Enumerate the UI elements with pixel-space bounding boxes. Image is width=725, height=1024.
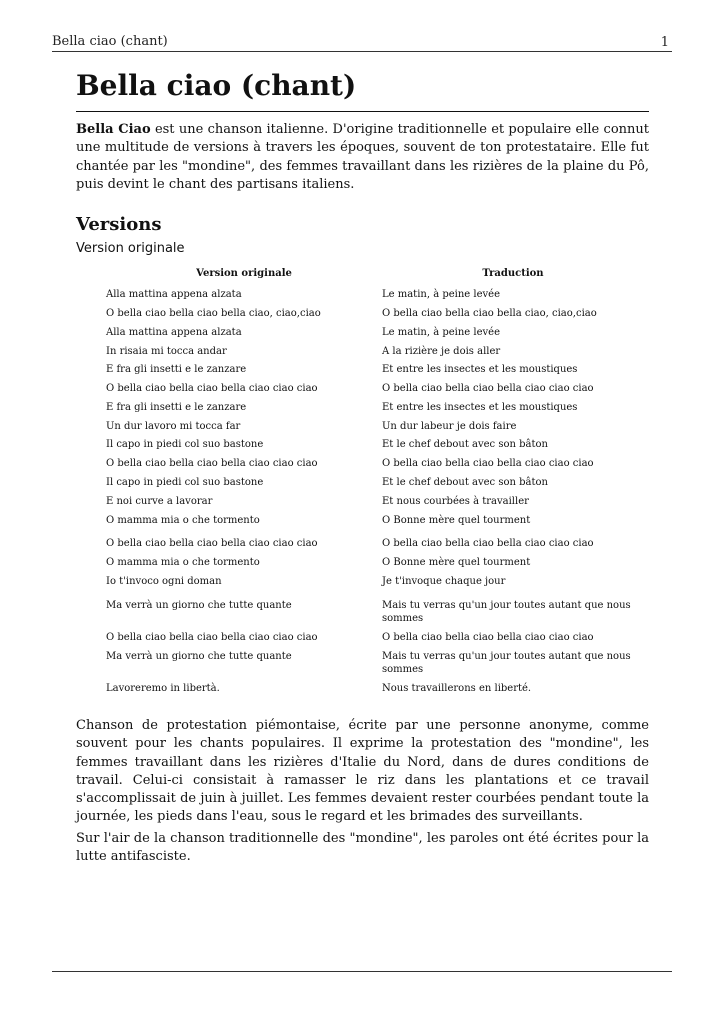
table-row (106, 554, 644, 573)
translation-cell: Mais tu verras qu'un jour toutes autant que nous sommes (382, 599, 631, 625)
table-row (106, 648, 644, 680)
table-row (106, 629, 644, 648)
section-subtitle: Version originale (76, 241, 185, 257)
table-row (106, 530, 644, 554)
article-body (76, 68, 649, 866)
footer-rule (52, 971, 672, 972)
translation-cell: Je t'invoque chaque jour (382, 575, 506, 587)
lyrics-table (106, 267, 644, 699)
table-row (106, 573, 644, 592)
table-row (106, 305, 644, 324)
running-title: Bella ciao (chant) (52, 34, 168, 49)
translation-cell: Un dur labeur je dois faire (382, 420, 517, 432)
intro-bold-term: Bella Ciao (76, 122, 151, 137)
original-cell: O bella ciao bella ciao bella ciao ciao ciao (106, 538, 318, 550)
table-row (106, 680, 644, 699)
translation-cell: O Bonne mère quel tourment (382, 557, 531, 569)
translation-cell: Mais tu verras qu'un jour toutes autant que nous sommes (382, 650, 631, 676)
intro-text: est une chanson italienne. D'origine traditionnelle et populaire elle connut une multitude de versions à travers les époques, souvent de ton protestataire. Elle fut chantée par les "mondine", des femmes travaillant dans les rizières de la plaine du Pô, puis devint le chant des partisans italiens. (76, 122, 649, 192)
original-cell: E fra gli insetti e le zanzare (106, 364, 247, 376)
translation-cell: Nous travaillerons en liberté. (382, 683, 532, 695)
section-heading-versions: Versions (76, 214, 162, 236)
page-header (52, 33, 672, 52)
original-cell: Un dur lavoro mi tocca far (106, 420, 241, 432)
translation-cell: Et entre les insectes et les moustiques (382, 364, 578, 376)
translation-cell: O bella ciao bella ciao bella ciao ciao ciao (382, 632, 594, 644)
table-row (106, 380, 644, 399)
table-row (106, 474, 644, 493)
paragraph-protest: Chanson de protestation piémontaise, écrite par une personne anonyme, comme souvent pour les chants populaires. Il exprime la protestation des "mondine", les femmes travaillant dans les rizières d'Italie du Nord, dans de dures conditions de travail. Celui-ci consistait à ramasser le riz dans les plantations et ce travail s'accomplissait de juin à juillet. Les femmes devaient rester courbées pendant toute la journée, les pieds dans l'eau, sous le regard et les brimades des surveillants. (76, 718, 649, 825)
original-cell: E fra gli insetti e le zanzare (106, 401, 247, 413)
page-title: Bella ciao (chant) (76, 68, 649, 112)
table-row (106, 343, 644, 362)
translation-cell: Et nous courbées à travailler (382, 495, 529, 507)
translation-cell: O bella ciao bella ciao bella ciao, ciao,ciao (382, 307, 597, 319)
table-row (106, 324, 644, 343)
original-cell: Io t'invoco ogni doman (106, 575, 222, 587)
translation-cell: O Bonne mère quel tourment (382, 514, 531, 526)
translation-cell: Le matin, à peine levée (382, 326, 500, 338)
table-row (106, 399, 644, 418)
original-cell: O bella ciao bella ciao bella ciao ciao ciao (106, 632, 318, 644)
lyrics-header-row (106, 267, 644, 286)
table-row (106, 361, 644, 380)
original-cell: O mamma mia o che tormento (106, 557, 260, 569)
translation-cell: Et le chef debout avec son bâton (382, 477, 548, 488)
translation-cell: Le matin, à peine levée (382, 289, 500, 301)
table-row (106, 512, 644, 531)
column-header-original: Version originale (196, 268, 292, 280)
original-cell: Il capo in piedi col suo bastone (106, 439, 264, 451)
original-cell: Il capo in piedi col suo bastone (106, 477, 264, 488)
paragraph-antifascist: Sur l'air de la chanson traditionnelle des "mondine", les paroles ont été écrites pour la lutte antifasciste. (76, 830, 649, 865)
page-number: 1 (660, 35, 669, 50)
original-cell: In risaia mi tocca andar (106, 345, 227, 357)
original-cell: O bella ciao bella ciao bella ciao ciao ciao (106, 458, 318, 470)
table-row (106, 436, 644, 455)
original-cell: Alla mattina appena alzata (106, 326, 242, 338)
original-cell: Ma verrà un giorno che tutte quante (106, 650, 292, 662)
translation-cell: Et entre les insectes et les moustiques (382, 401, 578, 413)
table-row (106, 592, 644, 629)
translation-cell: O bella ciao bella ciao bella ciao ciao ciao (382, 538, 594, 550)
original-cell: O bella ciao bella ciao bella ciao ciao ciao (106, 383, 318, 395)
original-cell: E noi curve a lavorar (106, 495, 213, 507)
lyrics-table-body (106, 286, 644, 699)
translation-cell: O bella ciao bella ciao bella ciao ciao ciao (382, 458, 594, 470)
translation-cell: O bella ciao bella ciao bella ciao ciao ciao (382, 383, 594, 395)
original-cell: O bella ciao bella ciao bella ciao, ciao,ciao (106, 307, 321, 319)
original-cell: Lavoreremo in libertà. (106, 683, 220, 695)
original-cell: O mamma mia o che tormento (106, 514, 260, 526)
table-row (106, 455, 644, 474)
table-row (106, 493, 644, 512)
translation-cell: A la rizière je dois aller (382, 345, 501, 357)
intro-paragraph (76, 121, 649, 194)
table-row (106, 418, 644, 437)
original-cell: Ma verrà un giorno che tutte quante (106, 599, 292, 611)
column-header-translation: Traduction (482, 268, 544, 280)
table-row (106, 286, 644, 305)
translation-cell: Et le chef debout avec son bâton (382, 439, 548, 451)
original-cell: Alla mattina appena alzata (106, 289, 242, 301)
